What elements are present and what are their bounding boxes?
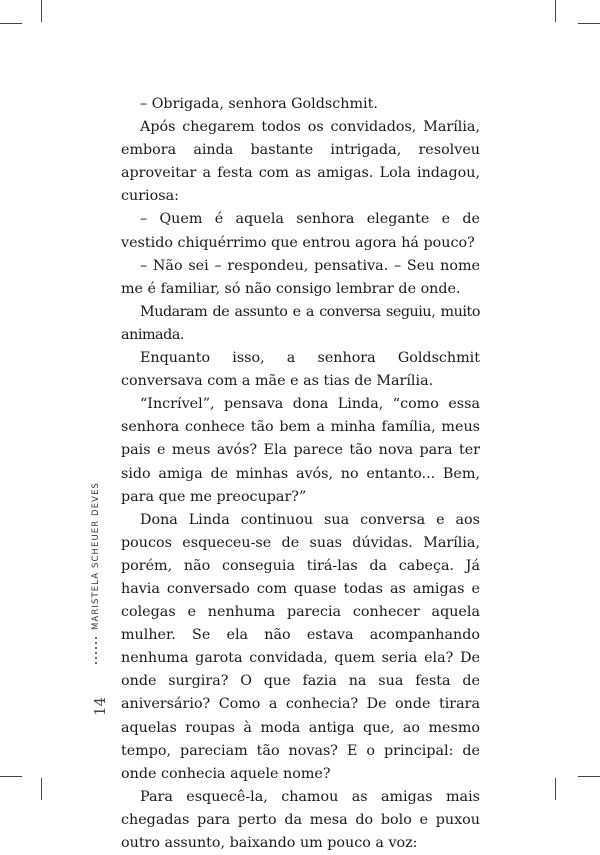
paragraph: “Incrível”, pensava dona Linda, “como essa senhora conhece tão bem a minha família, meus pais e meus avós? Ela parece tão nova para ter sido amiga de minhas avós, no entanto... Bem, para que me preocupar?”	[121, 396, 480, 505]
page-number: 14	[91, 696, 109, 716]
crop-mark	[41, 778, 42, 800]
running-head	[91, 482, 101, 664]
crop-mark	[555, 778, 556, 800]
paragraph: Dona Linda continuou sua conversa e aos poucos esqueceu-se de suas dúvidas. Marília, porém, não conseguia tirá-las da cabeça. Já havia conversado com quase todas as amigas e colegas e nenhuma parecia conhecer aquela mulher. Se ela não estava acompanhando nenhuma garota convidada, quem seria ela? De onde surgira? O que fazia na sua festa de aniversário? Como a conhecia? De onde tirara aquelas roupas à moda antiga que, ao mesmo tempo, pareciam tão novas? E o principal: de onde conhecia aquele nome?	[121, 511, 480, 782]
paragraph: Mudaram de assunto e a conversa seguiu, muito animada.	[121, 303, 480, 343]
crop-mark	[41, 0, 42, 22]
author-name: MARISTELA SCHEUER DEVES	[91, 481, 101, 630]
crop-mark	[0, 23, 22, 24]
paragraph: – Quem é aquela senhora elegante e de vestido chiquérrimo que entrou agora há pouco?	[121, 211, 480, 251]
paragraph: Enquanto isso, a senhora Goldschmit conversava com a mãe e as tias de Marília.	[121, 350, 480, 390]
paragraph: – Obrigada, senhora Goldschmit.	[140, 96, 378, 112]
crop-mark	[555, 0, 556, 22]
crop-mark	[578, 776, 600, 777]
paragraph: Após chegarem todos os convidados, Marília, embora ainda bastante intrigada, resolveu aproveitar a festa com as amigas. Lola indagou, curiosa:	[121, 119, 480, 205]
crop-mark	[0, 776, 22, 777]
crop-mark	[578, 23, 600, 24]
body-text	[121, 93, 480, 855]
dot-ornament	[95, 637, 97, 664]
paragraph: – Não sei – respondeu, pensativa. – Seu nome me é familiar, só não consigo lembrar de onde.	[121, 257, 480, 297]
paragraph: Para esquecê-la, chamou as amigas mais chegadas para perto da mesa do bolo e puxou outro assunto, baixando um pouco a voz:	[121, 788, 480, 851]
